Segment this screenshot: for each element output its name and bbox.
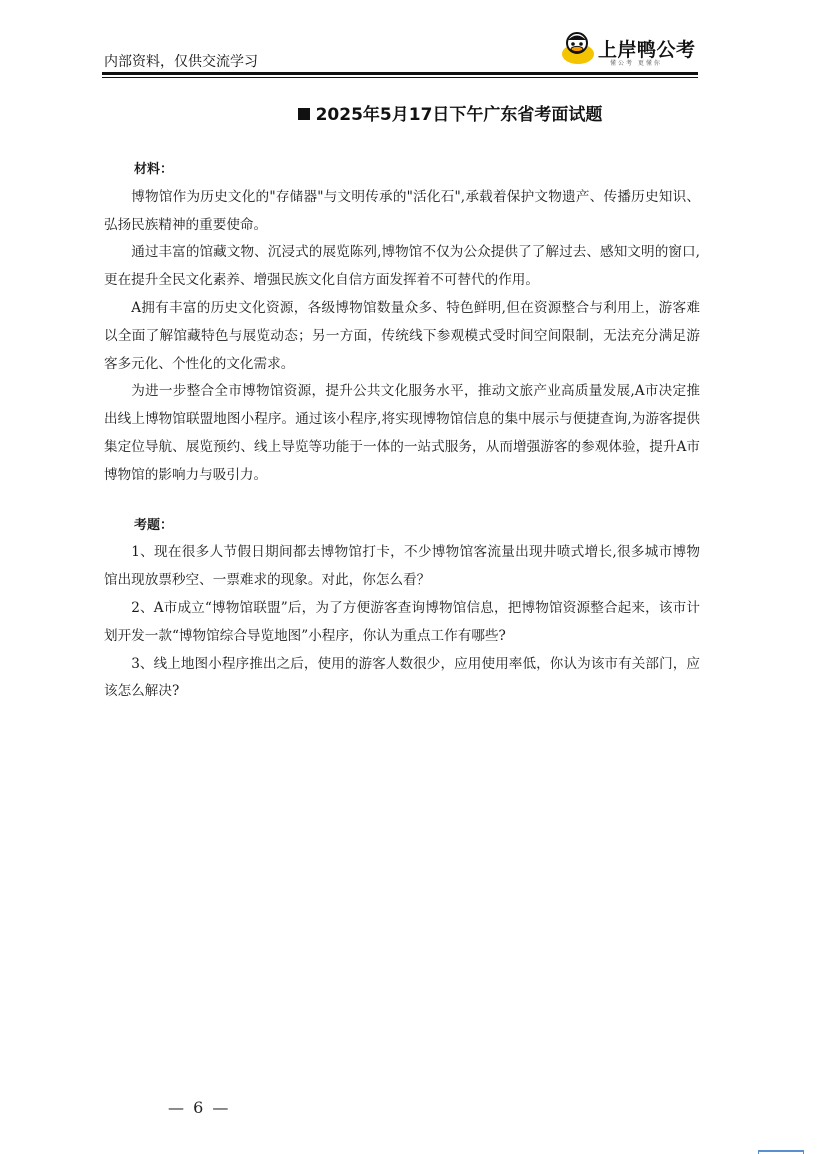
logo-wordmark: 上岸鸭公考 [598,39,696,61]
duck-icon [560,30,596,66]
question-item: 2、A市成立“博物馆联盟”后，为了方便游客查询博物馆信息，把博物馆资源整合起来，该市计划开发一款“博物馆综合导览地图”小程序，你认为重点工作有哪些? [104,599,700,644]
square-bullet-icon [298,108,310,120]
header-notice: 内部资料，仅供交流学习 [104,54,258,70]
header-rule-thin [102,77,698,78]
material-label: 材料： [134,162,174,177]
page-title [0,100,830,125]
material-paragraph: A拥有丰富的历史文化资源，各级博物馆数量众多、特色鲜明,但在资源整合与利用上，游客难以全面了解馆藏特色与展览动态；另一方面，传统线下参观模式受时间空间限制，无法充分满足游客多元化、个性化的文化需求。 [104,299,700,372]
page-number: — 6 — [168,1098,231,1117]
logo-slogan: 懂公考 更懂你 [610,60,662,67]
questions-label: 考题： [134,517,174,533]
section-gap [104,490,700,512]
header-rule-thick [102,72,698,75]
question-item: 3、线上地图小程序推出之后，使用的游客人数很少，应用使用率低，你认为该市有关部门，应该怎么解决? [104,655,700,700]
material-paragraph: 博物馆作为历史文化的"存储器"与文明传承的"活化石",承载着保护文物遗产、传播历史知识、弘扬民族精神的重要使命。 [104,188,700,233]
corner-marker [758,1150,804,1154]
material-paragraph: 通过丰富的馆藏文物、沉浸式的展览陈列,博物馆不仅为公众提供了了解过去、感知文明的窗口,更在提升全民文化素养、增强民族文化自信方面发挥着不可替代的作用。 [104,244,700,289]
material-paragraph: 为进一步整合全市博物馆资源，提升公共文化服务水平，推动文旅产业高质量发展,A市决定推出线上博物馆联盟地图小程序。通过该小程序,将实现博物馆信息的集中展示与便捷查询,为游客提供集定位导航、展览预约、线上导览等功能于一体的一站式服务，从而增强游客的参观体验，提升A市博物馆的影响力与吸引力。 [104,383,700,483]
question-item: 1、现在很多人节假日期间都去博物馆打卡，不少博物馆客流量出现井喷式增长,很多城市博物馆出现放票秒空、一票难求的现象。对此，你怎么看？ [104,544,700,589]
document-body [104,156,700,706]
page-title-text: 2025年5月17日下午广东省考面试题 [315,105,603,125]
brand-logo [560,30,696,70]
